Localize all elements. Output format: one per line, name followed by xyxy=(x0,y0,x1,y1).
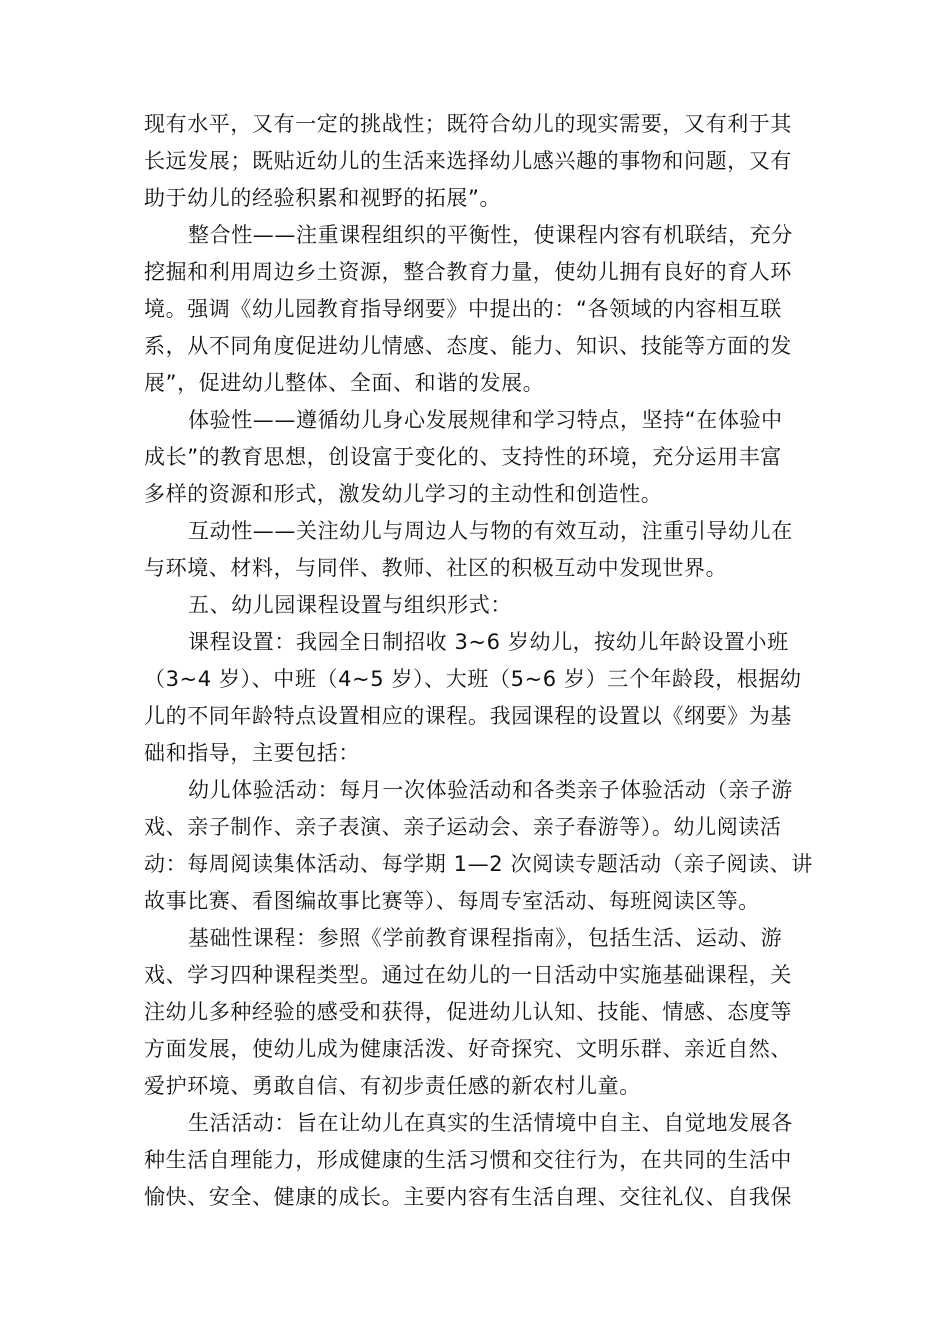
text-line: 展”，促进幼儿整体、全面、和谐的发展。 xyxy=(144,371,545,395)
text-line: 种生活自理能力，形成健康的生活习惯和交往行为，在共同的生活中 xyxy=(144,1148,792,1172)
text-line: 故事比赛、看图编故事比赛等）、每周专室活动、每班阅读区等。 xyxy=(144,889,760,913)
text-line: 挖掘和利用周边乡土资源，整合教育力量，使幼儿拥有良好的育人环 xyxy=(144,260,792,284)
text-line: 五、幼儿园课程设置与组织形式： xyxy=(188,593,512,617)
text-line: 课程设置：我园全日制招收 3~6 岁幼儿，按幼儿年龄设置小班 xyxy=(188,630,789,654)
text-line: 长远发展；既贴近幼儿的生活来选择幼儿感兴趣的事物和问题，又有 xyxy=(144,149,792,173)
text-line: 与环境、材料，与同伴、教师、社区的积极互动中发现世界。 xyxy=(144,556,728,580)
text-line: 助于幼儿的经验积累和视野的拓展”。 xyxy=(144,186,502,210)
text-line: 幼儿体验活动：每月一次体验活动和各类亲子体验活动（亲子游 xyxy=(188,778,793,802)
text-line: 方面发展，使幼儿成为健康活泼、好奇探究、文明乐群、亲近自然、 xyxy=(144,1037,792,1061)
text-line: 注幼儿多种经验的感受和获得，促进幼儿认知、技能、情感、态度等 xyxy=(144,1000,792,1024)
text-line: （3~4 岁）、中班（4~5 岁）、大班（5~6 岁）三个年龄段，根据幼 xyxy=(144,667,802,691)
text-line: 多样的资源和形式，激发幼儿学习的主动性和创造性。 xyxy=(144,482,663,506)
text-line: 成长”的教育思想，创设富于变化的、支持性的环境，充分运用丰富 xyxy=(144,445,782,469)
text-line: 动：每周阅读集体活动、每学期 1—2 次阅读专题活动（亲子阅读、讲 xyxy=(144,852,813,876)
text-line: 互动性——关注幼儿与周边人与物的有效互动，注重引导幼儿在 xyxy=(188,519,793,543)
text-line: 戏、亲子制作、亲子表演、亲子运动会、亲子春游等）。幼儿阅读活 xyxy=(144,815,782,839)
text-line: 戏、学习四种课程类型。通过在幼儿的一日活动中实施基础课程，关 xyxy=(144,963,792,987)
text-line: 愉快、安全、健康的成长。主要内容有生活自理、交往礼仪、自我保 xyxy=(144,1185,792,1209)
text-line: 生活活动：旨在让幼儿在真实的生活情境中自主、自觉地发展各 xyxy=(188,1111,793,1135)
document-body xyxy=(144,106,813,1216)
text-line: 体验性——遵循幼儿身心发展规律和学习特点，坚持“在体验中 xyxy=(188,408,783,432)
text-line: 境。强调《幼儿园教育指导纲要》中提出的：“各领域的内容相互联 xyxy=(144,297,782,321)
text-line: 爱护环境、勇敢自信、有初步责任感的新农村儿童。 xyxy=(144,1074,641,1098)
text-line: 儿的不同年龄特点设置相应的课程。我园课程的设置以《纲要》为基 xyxy=(144,704,792,728)
text-line: 现有水平，又有一定的挑战性；既符合幼儿的现实需要，又有利于其 xyxy=(144,112,792,136)
text-line: 础和指导，主要包括： xyxy=(144,741,360,765)
text-line: 整合性——注重课程组织的平衡性，使课程内容有机联结，充分 xyxy=(188,223,793,247)
text-line: 系，从不同角度促进幼儿情感、态度、能力、知识、技能等方面的发 xyxy=(144,334,792,358)
text-line: 基础性课程：参照《学前教育课程指南》，包括生活、运动、游 xyxy=(188,926,783,950)
